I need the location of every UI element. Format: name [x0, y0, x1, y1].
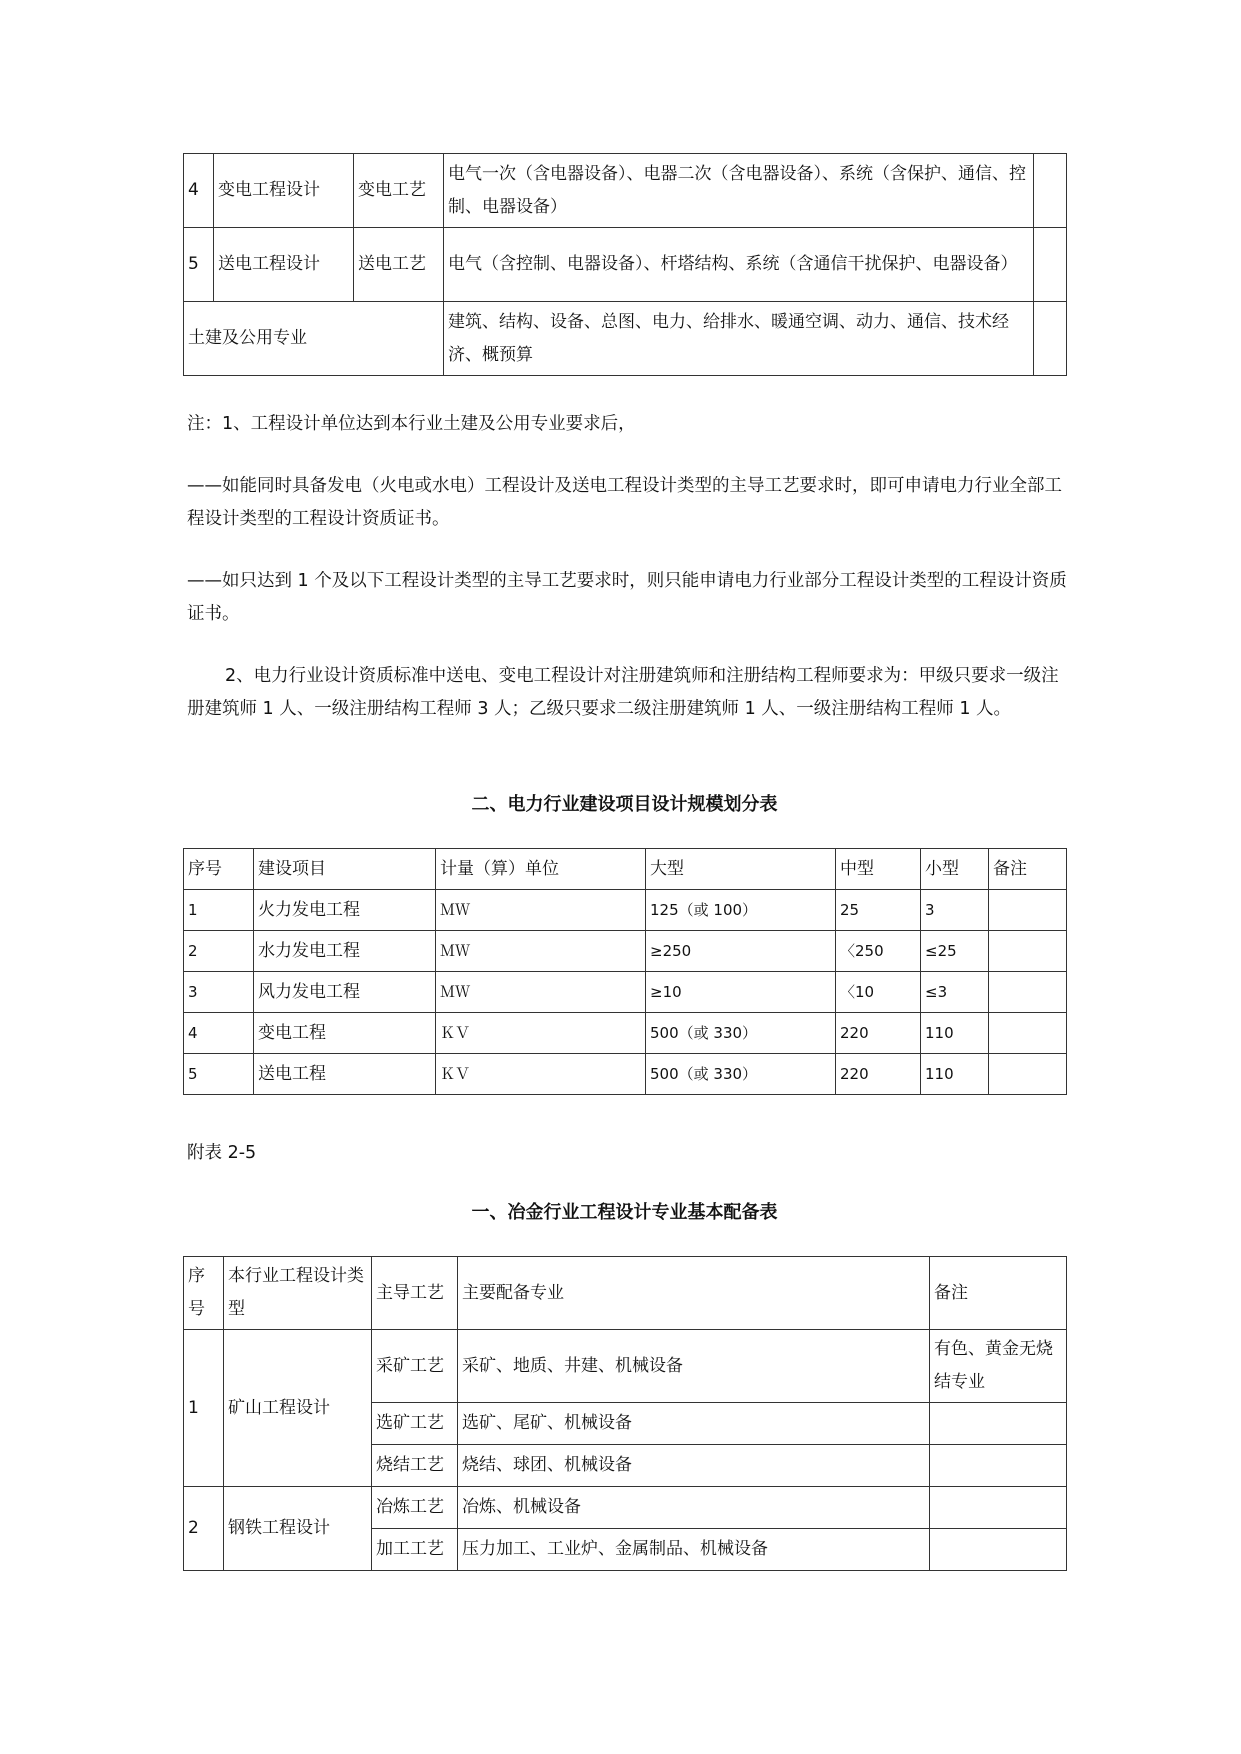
remark — [1034, 228, 1067, 302]
table-cell: 4 — [184, 1013, 254, 1054]
table-cell: 变电工程 — [254, 1013, 436, 1054]
lead-process: 选矿工艺 — [372, 1403, 458, 1445]
note-2: 2、电力行业设计资质标准中送电、变电工程设计对注册建筑师和注册结构工程师要求为：甲级只要求一级注册建筑师 1 人、一级注册结构工程师 3 人；乙级只要求二级注册建筑师 1 人、一级注册结构工程师 1 人。 — [187, 666, 1059, 719]
table-cell: ＭＷ — [436, 890, 646, 931]
table-row — [184, 890, 1067, 931]
table-header-row — [184, 849, 1067, 890]
table-cell: 125（或 100） — [646, 890, 836, 931]
table-cell: 水力发电工程 — [254, 931, 436, 972]
table-cell: ≥10 — [646, 972, 836, 1013]
row-number: 4 — [184, 154, 214, 228]
note-1: 注：1、工程设计单位达到本行业土建及公用专业要求后， — [187, 414, 636, 434]
header-cell: 小型 — [921, 849, 989, 890]
table-title: 一、冶金行业工程设计专业基本配备表 — [471, 1202, 778, 1223]
specialties: 选矿、尾矿、机械设备 — [458, 1403, 930, 1445]
table-row — [184, 972, 1067, 1013]
table-row — [184, 302, 1067, 376]
lead-process: 冶炼工艺 — [372, 1487, 458, 1529]
lead-process: 送电工艺 — [354, 228, 444, 302]
table-cell — [989, 972, 1067, 1013]
lead-process: 采矿工艺 — [372, 1330, 458, 1403]
table-cell: 25 — [836, 890, 921, 931]
table-cell: 220 — [836, 1054, 921, 1095]
table-cell: 110 — [921, 1013, 989, 1054]
remark — [930, 1403, 1067, 1445]
lead-process: 烧结工艺 — [372, 1445, 458, 1487]
note-1a: ——如能同时具备发电（火电或水电）工程设计及送电工程设计类型的主导工艺要求时，即可申请电力行业全部工程设计类型的工程设计资质证书。 — [187, 476, 1062, 529]
header-cell: 备注 — [989, 849, 1067, 890]
table-title: 二、电力行业建设项目设计规模划分表 — [471, 794, 778, 815]
table-cell: 〈250 — [836, 931, 921, 972]
table-cell: 500（或 330） — [646, 1013, 836, 1054]
table-cell: 送电工程 — [254, 1054, 436, 1095]
specialties: 采矿、地质、井建、机械设备 — [458, 1330, 930, 1403]
lead-process: 变电工艺 — [354, 154, 444, 228]
header-cell: 本行业工程设计类型 — [224, 1257, 372, 1330]
remark — [930, 1445, 1067, 1487]
table-row — [184, 931, 1067, 972]
table-cell: 3 — [184, 972, 254, 1013]
table-cell: ≤25 — [921, 931, 989, 972]
note-1b: ——如只达到 1 个及以下工程设计类型的主导工艺要求时，则只能申请电力行业部分工程设计类型的工程设计资质证书。 — [187, 571, 1067, 624]
table-row — [184, 228, 1067, 302]
table-cell: ＫＶ — [436, 1054, 646, 1095]
header-cell: 主要配备专业 — [458, 1257, 930, 1330]
lead-process: 加工工艺 — [372, 1529, 458, 1571]
specialties: 建筑、结构、设备、总图、电力、给排水、暖通空调、动力、通信、技术经济、概预算 — [444, 302, 1034, 376]
table-cell: 110 — [921, 1054, 989, 1095]
remark — [930, 1529, 1067, 1571]
table-cell: 3 — [921, 890, 989, 931]
table-cell: 〈10 — [836, 972, 921, 1013]
appendix-label: 附表 2-5 — [187, 1143, 257, 1163]
header-cell: 主导工艺 — [372, 1257, 458, 1330]
table-row — [184, 154, 1067, 228]
table-cell — [989, 1013, 1067, 1054]
table-row — [184, 1330, 1067, 1403]
table-header-row — [184, 1257, 1067, 1330]
table-cell: ＫＶ — [436, 1013, 646, 1054]
metallurgy-specialty-table — [183, 1256, 1067, 1571]
header-cell: 计量（算）单位 — [436, 849, 646, 890]
specialties: 电气一次（含电器设备）、电器二次（含电器设备）、系统（含保护、通信、控制、电器设备） — [444, 154, 1034, 228]
table-cell: 风力发电工程 — [254, 972, 436, 1013]
table-cell: 220 — [836, 1013, 921, 1054]
design-type: 送电工程设计 — [214, 228, 354, 302]
table-cell: ≥250 — [646, 931, 836, 972]
scale-classification-table — [183, 848, 1067, 1095]
table-cell: 火力发电工程 — [254, 890, 436, 931]
table-cell: ≤3 — [921, 972, 989, 1013]
remark — [930, 1487, 1067, 1529]
design-type: 矿山工程设计 — [224, 1330, 372, 1487]
table-row — [184, 1487, 1067, 1529]
header-cell: 序号 — [184, 1257, 224, 1330]
remark: 有色、黄金无烧结专业 — [930, 1330, 1067, 1403]
group-number: 2 — [184, 1487, 224, 1571]
design-specialty-table-power — [183, 153, 1067, 376]
specialties: 烧结、球团、机械设备 — [458, 1445, 930, 1487]
remark — [1034, 302, 1067, 376]
table-cell: 5 — [184, 1054, 254, 1095]
header-cell: 建设项目 — [254, 849, 436, 890]
table-cell: 2 — [184, 931, 254, 972]
header-cell: 序号 — [184, 849, 254, 890]
header-cell: 中型 — [836, 849, 921, 890]
design-type: 变电工程设计 — [214, 154, 354, 228]
group-number: 1 — [184, 1330, 224, 1487]
table-cell: 1 — [184, 890, 254, 931]
table-cell: 500（或 330） — [646, 1054, 836, 1095]
table-cell: ＭＷ — [436, 972, 646, 1013]
header-cell: 备注 — [930, 1257, 1067, 1330]
remark — [1034, 154, 1067, 228]
table-cell — [989, 931, 1067, 972]
header-cell: 大型 — [646, 849, 836, 890]
specialties: 电气（含控制、电器设备）、杆塔结构、系统（含通信干扰保护、电器设备） — [444, 228, 1034, 302]
specialties: 压力加工、工业炉、金属制品、机械设备 — [458, 1529, 930, 1571]
table-cell — [989, 890, 1067, 931]
specialties: 冶炼、机械设备 — [458, 1487, 930, 1529]
row-number: 5 — [184, 228, 214, 302]
table-cell — [989, 1054, 1067, 1095]
civil-label: 土建及公用专业 — [184, 302, 444, 376]
table-cell: ＭＷ — [436, 931, 646, 972]
design-type: 钢铁工程设计 — [224, 1487, 372, 1571]
table-row — [184, 1054, 1067, 1095]
table-row — [184, 1013, 1067, 1054]
